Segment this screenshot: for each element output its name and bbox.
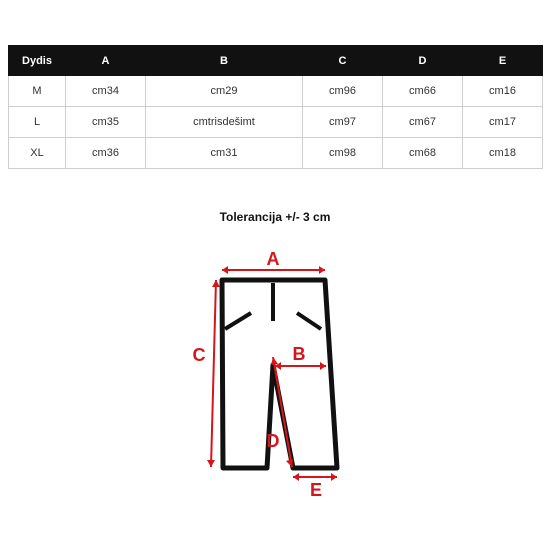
label-c: C [192, 345, 206, 365]
label-d: D [266, 431, 280, 451]
table-cell: cm16 [463, 76, 543, 107]
measure-line-c [211, 280, 216, 467]
table-cell: XL [9, 138, 66, 169]
pants-outline [222, 280, 337, 468]
pants-measurement-diagram [185, 245, 365, 505]
table-cell: cm96 [303, 76, 383, 107]
header-c: C [303, 46, 383, 76]
label-a: A [266, 249, 280, 269]
table-cell: cm68 [383, 138, 463, 169]
header-a: A [66, 46, 146, 76]
size-table [8, 45, 543, 169]
table-cell: cm34 [66, 76, 146, 107]
header-e: E [463, 46, 543, 76]
table-cell: cm35 [66, 107, 146, 138]
tolerance-note: Tolerancija +/- 3 cm [219, 210, 331, 224]
arrow-d-bottom [286, 459, 293, 467]
table-cell: cm31 [146, 138, 303, 169]
table-cell: cm36 [66, 138, 146, 169]
arrow-a-left [222, 266, 228, 274]
arrow-e-right [331, 473, 337, 481]
table-cell: cm97 [303, 107, 383, 138]
arrow-c-top [212, 280, 220, 287]
arrow-c-bottom [207, 460, 215, 467]
table-row [9, 107, 543, 138]
table-cell: cmtrisdešimt [146, 107, 303, 138]
arrow-a-right [319, 266, 325, 274]
table-cell: cm98 [303, 138, 383, 169]
table-row [9, 138, 543, 169]
table-row [9, 76, 543, 107]
table-cell: cm66 [383, 76, 463, 107]
table-cell: cm67 [383, 107, 463, 138]
label-b: B [292, 344, 306, 364]
header-b: B [146, 46, 303, 76]
table-cell: cm17 [463, 107, 543, 138]
table-cell: L [9, 107, 66, 138]
header-d: D [383, 46, 463, 76]
table-header-row [9, 46, 543, 76]
label-e: E [309, 480, 323, 500]
table-cell: cm29 [146, 76, 303, 107]
table-cell: cm18 [463, 138, 543, 169]
table-cell: M [9, 76, 66, 107]
arrow-e-left [293, 473, 299, 481]
header-size: Dydis [9, 46, 66, 76]
